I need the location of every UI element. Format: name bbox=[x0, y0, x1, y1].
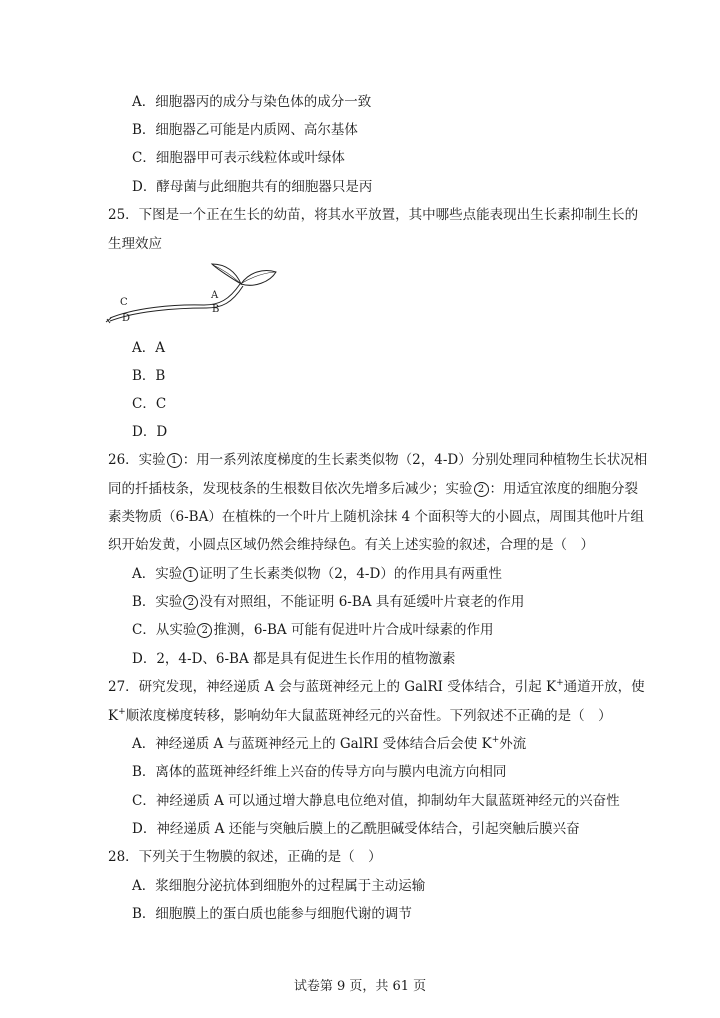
q26-option-d: D．2，4-D、6-BA 都是具有促进生长作用的植物激素 bbox=[132, 651, 456, 667]
superscript-plus: + bbox=[556, 678, 564, 688]
q26-stem-line3: 素类物质（6-BA）在植株的一个叶片上随机涂抹 4 个面积等大的小圆点，周围其他叶片组 bbox=[108, 509, 644, 525]
q26-option-a bbox=[132, 564, 502, 584]
q28-stem: 28．下列关于生物膜的叙述，正确的是（ ） bbox=[108, 849, 382, 865]
q28-option-b: B．细胞膜上的蛋白质也能参与细胞代谢的调节 bbox=[132, 906, 412, 922]
superscript-plus: + bbox=[491, 735, 500, 745]
figure-label-b: B bbox=[212, 304, 220, 315]
q26-option-c bbox=[132, 620, 493, 640]
q25-option-d: D．D bbox=[132, 424, 168, 440]
page-footer: 试卷第 9 页，共 61 页 bbox=[293, 979, 427, 994]
q27-option-a-start: A．神经递质 A 与蓝斑神经元上的 GalRI 受体结合后会使 K bbox=[132, 736, 492, 752]
circled-number-1: 1 bbox=[167, 453, 182, 468]
q26-stem-line1-start: 26．实验 bbox=[108, 452, 166, 468]
q28-option-a: A．浆细胞分泌抗体到细胞外的过程属于主动运输 bbox=[132, 878, 426, 894]
q25-option-c: C．C bbox=[132, 396, 167, 412]
seedling-figure bbox=[104, 262, 284, 328]
q26-stem-line2 bbox=[108, 479, 638, 499]
q26-stem-line1 bbox=[108, 450, 647, 470]
q24-option-d: D．酵母菌与此细胞共有的细胞器只是丙 bbox=[132, 179, 373, 195]
circled-number-2: 2 bbox=[197, 623, 212, 638]
q26-option-c-end: 推测，6-BA 可能有促进叶片合成叶绿素的作用 bbox=[213, 622, 494, 638]
q27-option-a bbox=[132, 734, 526, 754]
circled-number-2: 2 bbox=[474, 482, 489, 497]
q27-stem-line1-start: 27．研究发现，神经递质 A 会与蓝斑神经元上的 GalRI 受体结合，引起 K bbox=[108, 679, 557, 695]
figure-label-d: D bbox=[122, 313, 131, 324]
q24-option-b: B．细胞器乙可能是内质网、高尔基体 bbox=[132, 122, 358, 138]
q25-option-a: A．A bbox=[132, 340, 165, 356]
q27-option-d: D．神经递质 A 还能与突触后膜上的乙酰胆碱受体结合，引起突触后膜兴奋 bbox=[132, 821, 580, 837]
q26-option-a-start: A．实验 bbox=[132, 566, 183, 582]
q25-stem-line2: 生理效应 bbox=[108, 236, 162, 252]
q27-stem-line1 bbox=[108, 677, 645, 697]
q27-option-c: C．神经递质 A 可以通过增大静息电位绝对值，抑制幼年大鼠蓝斑神经元的兴奋性 bbox=[132, 793, 620, 809]
q25-option-b: B．B bbox=[132, 368, 166, 384]
q27-option-a-end: 外流 bbox=[499, 736, 527, 752]
q27-stem-line2-start: K bbox=[108, 708, 119, 724]
superscript-plus: + bbox=[118, 707, 126, 717]
q24-option-a: A．细胞器丙的成分与染色体的成分一致 bbox=[132, 94, 372, 110]
q26-option-b bbox=[132, 592, 524, 612]
figure-label-a: A bbox=[211, 290, 219, 301]
q27-stem-line2-end: 顺浓度梯度转移，影响幼年大鼠蓝斑神经元的兴奋性。下列叙述不正确的是（ ） bbox=[125, 708, 612, 724]
q26-stem-line2-end: ：用适宜浓度的细胞分裂 bbox=[489, 481, 638, 497]
figure-label-c: C bbox=[120, 297, 128, 308]
q26-stem-line2-start: 同的扦插枝条，发现枝条的生根数目依次先增多后减少；实验 bbox=[108, 481, 473, 497]
q26-stem-line4: 织开始发黄，小圆点区域仍然会维持绿色。有关上述实验的叙述，合理的是（ ） bbox=[108, 537, 594, 553]
q27-option-b: B．离体的蓝斑神经纤维上兴奋的传导方向与膜内电流方向相同 bbox=[132, 764, 507, 780]
q26-option-b-start: B．实验 bbox=[132, 594, 183, 610]
q26-stem-line1-end: ：用一系列浓度梯度的生长素类似物（2，4-D）分别处理同种植物生长状况相 bbox=[182, 452, 648, 468]
q26-option-c-start: C．从实验 bbox=[132, 622, 197, 638]
q27-stem-line2 bbox=[108, 706, 612, 726]
circled-number-1: 1 bbox=[183, 567, 198, 582]
q26-option-b-end: 没有对照组，不能证明 6-BA 具有延缓叶片衰老的作用 bbox=[199, 594, 525, 610]
q26-option-a-end: 证明了生长素类似物（2，4-D）的作用具有两重性 bbox=[199, 566, 502, 582]
q25-stem-line1: 25．下图是一个正在生长的幼苗，将其水平放置，其中哪些点能表现出生长素抑制生长的 bbox=[108, 207, 639, 223]
q27-stem-line1-end: 通道开放，使 bbox=[563, 679, 645, 695]
q24-option-c: C．细胞器甲可表示线粒体或叶绿体 bbox=[132, 150, 345, 166]
circled-number-2: 2 bbox=[183, 595, 198, 610]
